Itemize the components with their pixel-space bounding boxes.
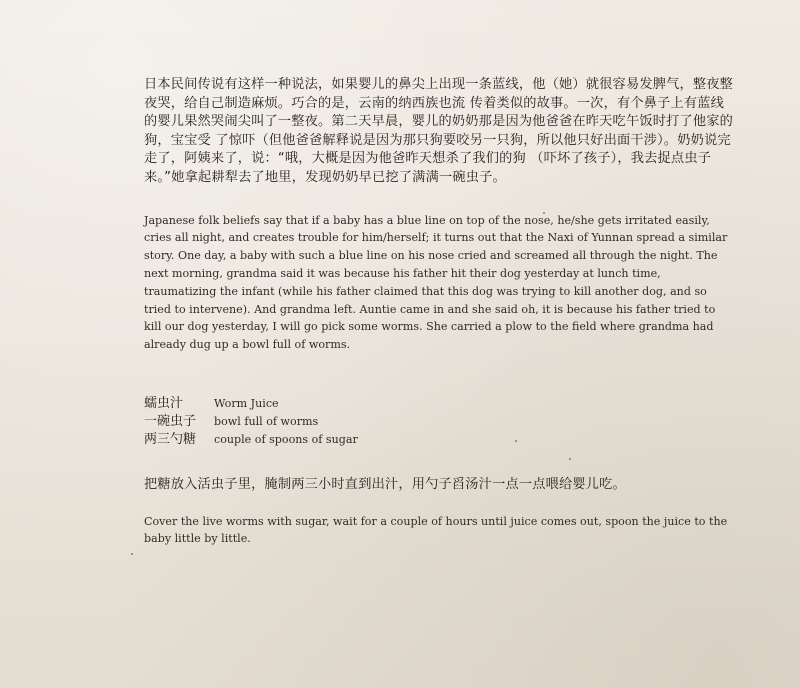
paper-speck xyxy=(131,553,133,555)
ingredient-english: Worm Juice xyxy=(214,396,279,410)
ingredient-row xyxy=(144,410,734,428)
intro-paragraph-chinese: 日本民间传说有这样一种说法，如果婴儿的鼻尖上出现一条蓝线，他（她）就很容易发脾气，整夜整夜哭，给自己制造麻烦。巧合的是，云南的纳西族也流 传着类似的故事。一次，有个鼻子上有蓝线的婴儿果然哭闹尖叫了一整夜。第二天早晨，婴儿的奶奶那是因为他爸爸在昨天吃午饭时打了他家的狗，宝宝受 了惊吓（但他爸爸解释说是因为那只狗要咬另一只狗，所以他只好出面干涉）。奶奶说完走了，阿姨来了，说：“哦，大概是因为他爸昨天想杀了我们的狗 （吓坏了孩子），我去捉点虫子来。”她拿起耕犁去了地里，发现奶奶早已挖了满满一碗虫子。 xyxy=(144,77,734,185)
ingredient-row xyxy=(144,392,734,410)
ingredient-chinese: 两三勺糖 xyxy=(144,431,197,447)
intro-paragraph-english: Japanese folk beliefs say that if a baby has a blue line on top of the nose, he/she gets irritated easily, cries all night, and creates trouble for him/herself; it turns out that the Naxi of Yunnan spread a similar story. One day, a baby with such a blue line on his nose cried and screamed all through the night. The next morning, grandma said it was because his father hit their dog yesterday at lunch time, traumatizing the infant (while his father claimed that this dog was trying to kill another dog, and so tried to intervene). And grandma left. Auntie came in and she said oh, it is because his father tried to kill our dog yesterday, I will go pick some worms. She carried a plow to the field where grandma had already dug up a bowl full of worms. xyxy=(144,213,728,352)
ingredient-row xyxy=(144,428,734,446)
ingredient-english: couple of spoons of sugar xyxy=(214,432,358,446)
instruction-chinese: 把糖放入活虫子里，腌制两三小时直到出汁，用勺子舀汤汁一点一点喂给婴儿吃。 xyxy=(144,476,626,492)
ingredient-english: bowl full of worms xyxy=(214,414,319,428)
document-body xyxy=(144,76,734,548)
ingredient-chinese: 蠕虫汁 xyxy=(144,395,184,411)
instruction-english: Cover the live worms with sugar, wait for a couple of hours until juice comes out, spoon the juice to the baby little by little. xyxy=(144,514,728,546)
ingredient-chinese: 一碗虫子 xyxy=(144,413,197,429)
ingredient-list xyxy=(144,392,734,446)
